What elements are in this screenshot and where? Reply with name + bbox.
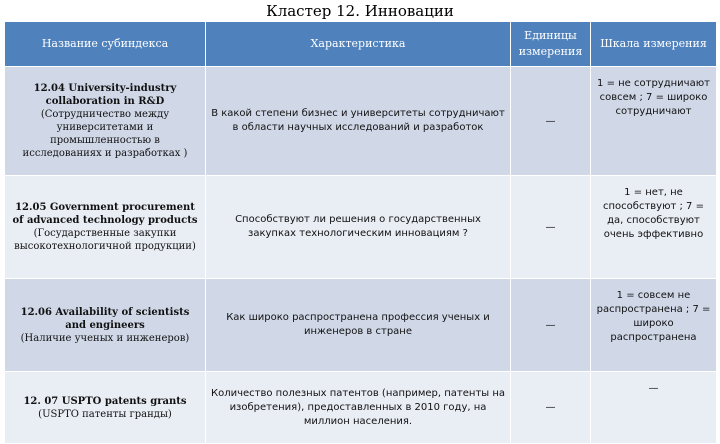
units-cell: —: [511, 279, 591, 372]
scale-cell: 1 = нет, не способствуют ; 7 = да, способствуют очень эффективно: [591, 176, 717, 279]
table-row: [5, 279, 717, 372]
header-units: Единицы измерения: [511, 22, 591, 67]
scale-cell: 1 = не сотрудничают совсем ; 7 = широко сотрудничают: [591, 67, 717, 176]
scale-cell: —: [591, 372, 717, 444]
table-row: [5, 176, 717, 279]
subindex-name-en: 12.04 University-industry collaboration in R&D: [33, 83, 177, 107]
characteristic-cell: В какой степени бизнес и университеты сотрудничают в области научных исследований и разработок: [206, 67, 511, 176]
subindex-table: [4, 21, 717, 444]
subindex-name-en: 12.06 Availability of scientists and engineers: [20, 306, 190, 331]
subindex-name-cell: [5, 67, 206, 176]
header-characteristic: Характеристика: [206, 22, 511, 67]
characteristic-cell: Количество полезных патентов (например, патенты на изобретения), предоставленных в 2010 году, на миллион населения.: [206, 372, 511, 444]
table-row: [5, 67, 717, 176]
subindex-name-cell: [5, 176, 206, 279]
header-name: Название субиндекса: [5, 22, 206, 67]
subindex-name-ru: (Наличие ученых и инженеров): [20, 332, 190, 344]
subindex-name-cell: [5, 372, 206, 444]
scale-cell: 1 = совсем не распространена ; 7 = широко распространена: [591, 279, 717, 372]
characteristic-cell: Как широко распространена профессия ученых и инженеров в стране: [206, 279, 511, 372]
units-cell: —: [511, 176, 591, 279]
characteristic-cell: Способствуют ли решения о государственных закупках технологическим инновациям ?: [206, 176, 511, 279]
subindex-name-ru: (USPTO патенты гранды): [38, 408, 172, 420]
table-header-row: [5, 22, 717, 67]
subindex-name-en: 12. 07 USPTO patents grants: [23, 395, 187, 407]
header-scale: Шкала измерения: [591, 22, 717, 67]
units-cell: —: [511, 372, 591, 444]
table-row: [5, 372, 717, 444]
slide-title: Кластер 12. Инновации: [266, 2, 454, 20]
subindex-name-ru: (Государственные закупки высокотехнологичной продукции): [14, 228, 196, 252]
subindex-name-ru: (Сотрудничество между университетами и промышленностью в исследованиях и разработках ): [22, 109, 188, 159]
subindex-name-en: 12.05 Government procurement of advanced technology products: [12, 202, 198, 226]
subindex-name-cell: [5, 279, 206, 372]
units-cell: —: [511, 67, 591, 176]
